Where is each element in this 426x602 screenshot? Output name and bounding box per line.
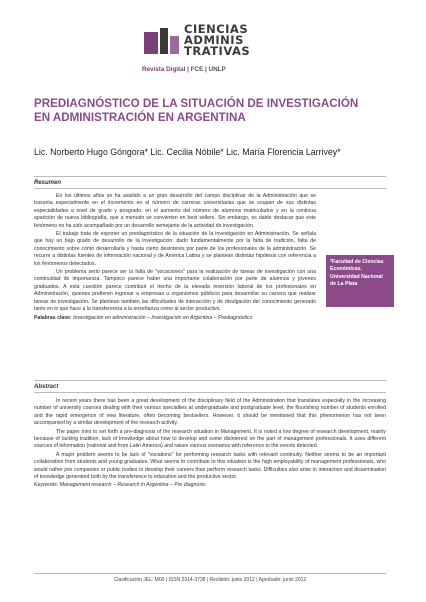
keywords-value: Management research – Research in Argentina – Pre diagnosis bbox=[58, 482, 206, 489]
keywords-value: Investigación en administración – Investigación en Argentina – Prediagnóstico bbox=[71, 314, 253, 321]
masthead-separator: | bbox=[187, 66, 189, 73]
article-title: PREDIAGNÓSTICO DE LA SITUACIÓN DE INVESTIGACIÓN EN ADMINISTRACIÓN EN ARGENTINA bbox=[34, 97, 359, 124]
abstract-heading: Abstract bbox=[34, 384, 59, 390]
masthead-separator: | bbox=[205, 66, 207, 73]
abstract-keywords bbox=[34, 482, 386, 489]
keywords-label: Keywords: bbox=[34, 482, 59, 489]
resumen-paragraph-2: El trabajo trata de esponer un prediagnóstico de la situación de la investigación en Administración. Se señala que hay un bajo grado de desarrollo de la investigación, dado fundamentalmente por la falta de tradición, falta de conocimiento sobre cómo desarrollarla y hasta cierto desinterés por parte de los profesionales de la administración. Se recurre a distintas fuentes de información nacional y de América Latina y se plantean distintas hipótesis con referencia a los fenómenos detectados. bbox=[34, 231, 316, 267]
unlp-label: UNLP bbox=[208, 66, 226, 73]
resumen-paragraph-1: En los últimos años se ha asistido a un gran desarrollo del campo disciplinar de la Administración que se trasunta especialmente en el incremento en el número de carreras universitarias que se ocupan de sus distintas especialidades a nivel de grado y posgrado, en el aumento del número de alumnos matriculados y en la continua aparición de nueva bibliografía, que a menudo se convierten en best sellers. Sin embargo, es dable destacar que este fenómeno no ha sido acompañado por un desarrollo semejante de la actividad de investigación. bbox=[34, 193, 316, 229]
classification-footer: Clasificación JEL: M00 | ISSN 2314-3738 | Recibido: junio 2012 | Aprobado: junio 2012 bbox=[34, 573, 386, 583]
logo-line-1: CIENCIAS bbox=[184, 22, 249, 36]
logo-line-2: ADMINIS bbox=[184, 33, 244, 47]
resumen-keywords bbox=[34, 315, 316, 322]
article-authors: Lic. Norberto Hugo Góngora* Lic. Cecilia Nóbile* Lic. María Florencia Larrivey* bbox=[34, 147, 341, 157]
journal-logo-text bbox=[184, 24, 250, 57]
logo-line-3: TRATIVAS bbox=[184, 44, 251, 58]
section-divider bbox=[34, 188, 386, 189]
abstract-paragraph-3: A major problem seems to be lack of "vocations" for performing research tasks with relevant continuity. Neither seems to be an important collaboration from students and young graduates. What seems to contribute to this situation is the high employability of management professionals, who would rather join companies or public bodies to develop their careers than perform research tasks. Difficulties also arise in interaction and dissemination of knowledge generated both by the transference to education and the productive sector. bbox=[34, 451, 386, 481]
keywords-label: Palabras clave: bbox=[34, 314, 72, 321]
masthead-subtitle bbox=[142, 66, 292, 73]
section-divider bbox=[34, 380, 386, 381]
journal-logo-icon bbox=[142, 26, 182, 60]
journal-masthead bbox=[142, 22, 292, 84]
abstract-paragraph-2: The paper tries to set forth a pre-diagnosis of the research situation in Management. It is noted a low degree of research development, mainly because of lacking tradition, lack of knowledge about how to develop and some disinterest on the part of management professionals. It uses different sources of information (national and from Latin America) and raises various scenarios with reference to the events detected. bbox=[34, 428, 386, 450]
resumen-heading: Resumen bbox=[34, 180, 62, 186]
section-divider bbox=[34, 176, 386, 177]
abstract-body bbox=[34, 398, 386, 491]
resumen-paragraph-3: Un problema serio parece ser la falta de "vocaciones" para la realización de tareas de investigación con una continuidad de importancia. Tampoco parece haber una importante colaboración por parte de alumnos y jóvenes graduados. A esta cuestión parece contribuir el hecho de la elevada inserción laboral de los profesionales en Administración, quienes prefieren ingresar a empresas u organismos públicos para desarrollar su carrera que realizar tareas de investigación. Se plantean también las dificultades de interacción y de divulgación del conocimiento generado tanto en lo que hace a la transferencia a la enseñanza como al sector productivo. bbox=[34, 269, 316, 313]
revista-digital-label: Revista Digital bbox=[142, 66, 186, 73]
section-divider bbox=[34, 392, 386, 393]
affiliation-box: *Facultad de Ciencias Económicas. Universidad Nacional de La Plata bbox=[326, 255, 394, 307]
fce-label: FCE bbox=[190, 66, 204, 73]
resumen-body bbox=[34, 193, 316, 323]
abstract-paragraph-1: In recent years there has been a great development of the disciplinary field of the Administration that translates especially in the increasing number of university courses dealing with their various specialties at undergraduate and postgraduate level, the flourishing number of students enrolled and the rapid emergence of new literature, often becoming bestsellers. However, it should be mentioned that this phenomenon has not been accompanied by a similar development of the research activity. bbox=[34, 398, 386, 427]
